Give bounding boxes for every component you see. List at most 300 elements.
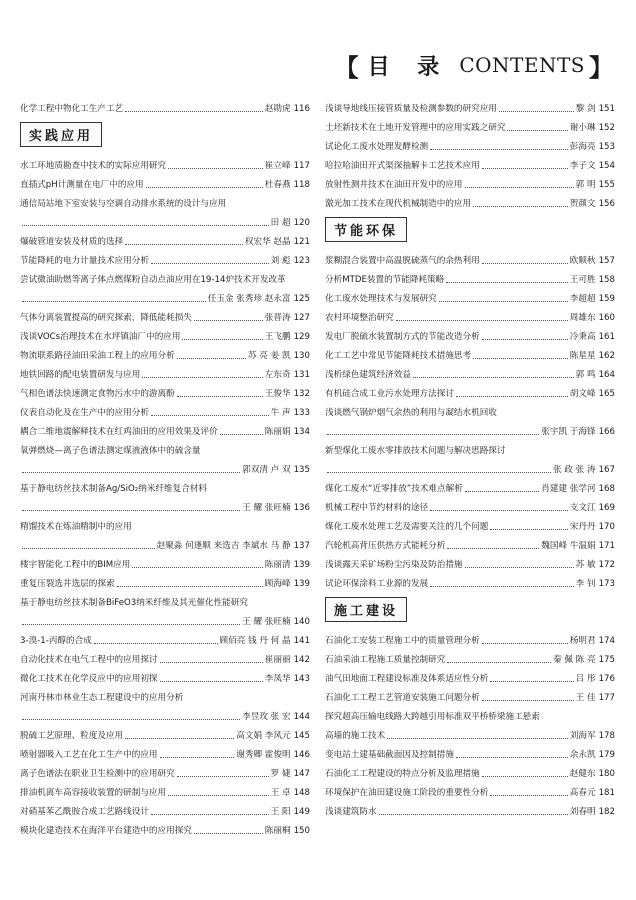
header-close-bracket: 】	[589, 52, 614, 82]
entry-page: 156	[598, 199, 615, 209]
toc-entry[interactable]	[20, 229, 310, 248]
toc-entry[interactable]	[20, 723, 310, 742]
entry-title: 石油化工工程建设的特点分析及监理措施	[325, 769, 480, 779]
entry-title: 气相色谱法快速测定食物污水中的游离酚	[20, 389, 175, 399]
toc-entry[interactable]	[325, 324, 615, 343]
dot-leader	[132, 567, 262, 568]
entry-author: 李子文	[569, 161, 596, 171]
entry-author: 贺颜文	[569, 199, 596, 209]
toc-entry[interactable]	[325, 780, 615, 799]
entry-author: 李凤华	[264, 674, 291, 684]
dot-leader	[396, 320, 568, 321]
section-label: 节能环保	[325, 217, 407, 242]
dot-leader	[465, 567, 574, 568]
toc-entry[interactable]	[20, 267, 310, 286]
dot-leader	[465, 491, 539, 492]
dot-leader	[482, 643, 568, 644]
entry-page: 151	[598, 104, 615, 114]
entry-page: 139	[293, 560, 310, 570]
toc-entry[interactable]	[20, 305, 310, 324]
entry-title: 石油化工安装工程施工中的质量管理分析	[325, 636, 480, 646]
entry-title: 直插式pH计测量在电厂中的应用	[20, 180, 144, 190]
toc-entry[interactable]	[325, 400, 615, 419]
toc-entry[interactable]	[20, 704, 310, 723]
entry-title: 楼宇智能化工程中的BIM应用	[20, 560, 131, 570]
entry-title: 探究超高压输电线路大跨越引用标准双平桥桥梁施工悬索	[325, 712, 540, 722]
entry-page: 181	[598, 788, 615, 798]
dot-leader	[22, 548, 155, 549]
entry-title: 环境保护在油田建设施工阶段的重要性分析	[325, 788, 489, 798]
entry-page: 150	[293, 826, 310, 836]
toc-entry[interactable]	[325, 267, 615, 286]
entry-page: 154	[598, 161, 615, 171]
toc-entry[interactable]	[20, 685, 310, 704]
toc-entry[interactable]	[325, 419, 615, 438]
toc-entry[interactable]	[325, 647, 615, 666]
entry-author: 左东奇	[264, 370, 291, 380]
entry-page: 180	[598, 769, 615, 779]
toc-entry[interactable]	[20, 96, 310, 115]
entry-page: 118	[293, 180, 310, 190]
entry-author: 王 阳	[270, 807, 291, 817]
toc-entry[interactable]	[325, 742, 615, 761]
toc-entry[interactable]	[325, 96, 615, 115]
toc-entry[interactable]	[20, 324, 310, 343]
dot-leader	[327, 434, 539, 435]
entry-page: 182	[598, 807, 615, 817]
dot-leader	[490, 529, 568, 530]
entry-title: 发电厂脱硫水装置制方式的节能改造分析	[325, 332, 480, 342]
toc-entry[interactable]	[20, 514, 310, 533]
entry-title: 农村环境整治研究	[325, 313, 394, 323]
entry-page: 172	[598, 560, 615, 570]
entry-author: 权宏华 赵晶	[244, 237, 291, 247]
entry-author: 刘春明	[569, 807, 596, 817]
toc-entry[interactable]	[325, 438, 615, 457]
entry-author: 谢秀卿 霍俊明	[236, 750, 291, 760]
toc-entry[interactable]	[20, 552, 310, 571]
entry-title: 精馏技术在炼油精制中的应用	[20, 522, 132, 532]
entry-title: 高墙的施工技术	[325, 731, 386, 741]
toc-entry[interactable]	[325, 134, 615, 153]
toc-entry[interactable]	[20, 191, 310, 210]
entry-page: 148	[293, 788, 310, 798]
entry-author: 杜春燕	[264, 180, 291, 190]
entry-author: 苏 亮 姜 凯	[248, 351, 291, 361]
entry-title: 氧弹燃烧—离子色谱法测定煤液液体中的硫含量	[20, 446, 201, 456]
entry-author: 顾海峰	[264, 579, 291, 589]
entry-title: 排油机离车高容接收装置的研制与应用	[20, 788, 167, 798]
entry-author: 张晋涛	[264, 313, 291, 323]
entry-author: 陈丽娟	[264, 427, 291, 437]
entry-author: 罗 婕	[270, 769, 291, 779]
entry-title: 有机硅合成工业污水处理方法探讨	[325, 389, 454, 399]
entry-page: 145	[293, 731, 310, 741]
contents-header	[335, 50, 614, 80]
entry-page: 125	[293, 294, 310, 304]
toc-entry[interactable]	[325, 552, 615, 571]
toc-entry[interactable]	[325, 248, 615, 267]
entry-title: 哈拉哈油田开式渠深抽解卡工艺技术应用	[325, 161, 480, 171]
entry-page: 133	[293, 408, 310, 418]
entry-page: 149	[293, 807, 310, 817]
entry-title: 石油化工工程工艺管道安装施工问题分析	[325, 693, 480, 703]
entry-author: 郭 明	[575, 180, 596, 190]
toc-entry[interactable]	[20, 343, 310, 362]
toc-entry[interactable]	[20, 780, 310, 799]
dot-leader	[22, 510, 240, 511]
entry-title: 气体分离装置提高的研究探索，降低能耗损失	[20, 313, 192, 323]
toc-entry[interactable]	[325, 286, 615, 305]
entry-author: 刘 彪	[270, 256, 291, 266]
entry-title: 汽轮机高背压供热方式能耗分析	[325, 541, 446, 551]
entry-author: 崔丽丽	[264, 655, 291, 665]
entry-author: 郭双清 卢 双	[242, 465, 291, 475]
entry-title: 水工环地质勘查中技术的实际应用研究	[20, 161, 167, 171]
entry-title: 喷射器吸入工艺在化工生产中的应用	[20, 750, 158, 760]
entry-title: 变电站土建基础截面因及控制措施	[325, 750, 454, 760]
dot-leader	[430, 149, 568, 150]
entry-author: 肖建建 张学河	[541, 484, 596, 494]
entry-author: 顾佰亮 钱 丹 何 晶	[219, 636, 291, 646]
toc-entry[interactable]	[20, 419, 310, 438]
entry-title: 仪表自动化及在生产中的应用分析	[20, 408, 149, 418]
toc-entry[interactable]	[20, 495, 310, 514]
toc-entry[interactable]	[20, 381, 310, 400]
dot-leader	[177, 396, 263, 397]
entry-title: 试论环保涂料工业源的发展	[325, 579, 429, 589]
entry-author: 李超超	[569, 294, 596, 304]
dot-leader	[456, 396, 568, 397]
entry-title: 脱硫工艺原理、粒度及应用	[20, 731, 124, 741]
toc-entry[interactable]	[325, 723, 615, 742]
toc-entry[interactable]	[20, 818, 310, 837]
entry-title: 节能降耗的电力计量技术应用分析	[20, 256, 149, 266]
entry-page: 135	[293, 465, 310, 475]
entry-title: 基于静电纺丝技术制备Ag/SiO₂纳米纤维复合材料	[20, 484, 207, 494]
toc-right-column	[325, 96, 615, 818]
dot-leader	[168, 795, 269, 796]
dot-leader	[482, 776, 568, 777]
entry-title: 模块化建造技术在海洋平台建造中的应用探究	[20, 826, 192, 836]
toc-entry[interactable]	[20, 628, 310, 647]
entry-author: 王 耀 张旺楠	[242, 617, 291, 627]
entry-page: 130	[293, 351, 310, 361]
entry-page: 176	[598, 674, 615, 684]
toc-entry[interactable]	[20, 590, 310, 609]
entry-page: 129	[293, 332, 310, 342]
entry-page: 116	[293, 104, 310, 114]
dot-leader	[439, 301, 568, 302]
entry-title: 浅谈建筑防水	[325, 807, 377, 817]
entry-author: 黎 剑	[575, 104, 596, 114]
entry-page: 175	[598, 655, 615, 665]
entry-title: 重复压裂选井选层的探索	[20, 579, 115, 589]
toc-entry[interactable]	[20, 666, 310, 685]
toc-entry[interactable]	[20, 742, 310, 761]
dot-leader	[490, 795, 568, 796]
dot-leader	[482, 700, 574, 701]
dot-leader	[482, 339, 568, 340]
entry-author: 冷秉高	[569, 332, 596, 342]
entry-author: 王 卓	[270, 788, 291, 798]
toc-entry[interactable]	[325, 666, 615, 685]
entry-title: 浅谈导地线压接管质量及检测参数的研究应用	[325, 104, 497, 114]
entry-author: 牛 声	[270, 408, 291, 418]
entry-title: 通信局站地下室安装与空调自动排水系统的设计与应用	[20, 199, 227, 209]
entry-title: 物流联系路径油田采油工程上的应用分析	[20, 351, 175, 361]
entry-author: 崔立峰	[264, 161, 291, 171]
entry-author: 王 耀 张旺楠	[242, 503, 291, 513]
dot-leader	[473, 206, 568, 207]
entry-page: 152	[598, 123, 615, 133]
dot-leader	[151, 263, 269, 264]
dot-leader	[177, 776, 269, 777]
entry-title: 机械工程中节约材料的途径	[325, 503, 429, 513]
entry-page: 161	[598, 332, 615, 342]
toc-entry[interactable]	[325, 704, 615, 723]
dot-leader	[94, 643, 218, 644]
entry-page: 155	[598, 180, 615, 190]
dot-leader	[220, 434, 263, 435]
toc-entry[interactable]	[325, 305, 615, 324]
dot-leader	[160, 681, 263, 682]
toc-entry[interactable]	[325, 115, 615, 134]
entry-title: 试论化工废水处理发酵检测	[325, 142, 429, 152]
entry-title: 浅谈燃气锅炉烟气余热的利用与凝结水机回收	[325, 408, 497, 418]
entry-page: 160	[598, 313, 615, 323]
dot-leader	[22, 301, 206, 302]
toc-entry[interactable]	[325, 172, 615, 191]
entry-author: 张宇凯 于海锋	[541, 427, 596, 437]
dot-leader	[142, 377, 262, 378]
entry-author: 王 佳	[575, 693, 596, 703]
entry-author: 赵健东	[569, 769, 596, 779]
section-heading	[20, 115, 310, 153]
entry-page: 173	[598, 579, 615, 589]
entry-page: 178	[598, 731, 615, 741]
toc-entry[interactable]	[20, 609, 310, 628]
entry-author: 王飞鹏	[264, 332, 291, 342]
entry-page: 136	[293, 503, 310, 513]
dot-leader	[490, 681, 573, 682]
toc-entry[interactable]	[325, 476, 615, 495]
toc-entry[interactable]	[325, 343, 615, 362]
entry-page: 139	[293, 579, 310, 589]
entry-page: 167	[598, 465, 615, 475]
entry-page: 157	[598, 256, 615, 266]
dot-leader	[125, 244, 243, 245]
dot-leader	[507, 130, 567, 131]
entry-title: 化工工艺中常见节能降耗技术措施思考	[325, 351, 472, 361]
entry-page: 131	[293, 370, 310, 380]
entry-page: 142	[293, 655, 310, 665]
entry-page: 147	[293, 769, 310, 779]
entry-page: 146	[293, 750, 310, 760]
toc-entry[interactable]	[20, 362, 310, 381]
entry-author: 支文江	[569, 503, 596, 513]
toc-entry[interactable]	[20, 286, 310, 305]
toc-entry[interactable]	[20, 647, 310, 666]
entry-title: 放射性测井技术在油田开发中的应用	[325, 180, 463, 190]
toc-entry[interactable]	[325, 381, 615, 400]
dot-leader	[482, 263, 568, 264]
dot-leader	[125, 111, 263, 112]
toc-entry[interactable]	[325, 628, 615, 647]
entry-page: 117	[293, 161, 310, 171]
entry-page: 158	[598, 275, 615, 285]
entry-title: 油气田地面工程建设标准及体系适应性分析	[325, 674, 489, 684]
entry-title: 3-溴-1-丙醇的合成	[20, 636, 92, 646]
entry-page: 168	[598, 484, 615, 494]
toc-entry[interactable]	[20, 533, 310, 552]
entry-title: 煤化工废水“近零排放”技术难点解析	[325, 484, 463, 494]
entry-title: 河南丹林市林业生态工程建设中的应用分析	[20, 693, 184, 703]
header-title-cn: 目 录	[367, 53, 450, 80]
entry-author: 欧顺秋	[569, 256, 596, 266]
entry-author: 陈丽清	[264, 560, 291, 570]
dot-leader	[22, 225, 269, 226]
entry-page: 120	[293, 218, 310, 228]
toc-entry[interactable]	[325, 191, 615, 210]
dot-leader	[499, 111, 574, 112]
section-label: 施工建设	[325, 597, 407, 622]
dot-leader	[160, 757, 235, 758]
dot-leader	[194, 833, 263, 834]
toc-entry[interactable]	[325, 799, 615, 818]
entry-author: 陈丽桐	[264, 826, 291, 836]
dot-leader	[146, 187, 263, 188]
entry-page: 169	[598, 503, 615, 513]
entry-page: 165	[598, 389, 615, 399]
dot-leader	[473, 358, 568, 359]
dot-leader	[194, 320, 263, 321]
dot-leader	[22, 624, 240, 625]
entry-page: 174	[598, 636, 615, 646]
toc-entry[interactable]	[325, 533, 615, 552]
entry-author: 吕 彤	[575, 674, 596, 684]
entry-title: 化工废水处理技术与发展研究	[325, 294, 437, 304]
section-heading	[325, 590, 615, 628]
toc-entry[interactable]	[325, 514, 615, 533]
entry-title: 分析MTDE装置的节能降耗策略	[325, 275, 445, 285]
entry-page: 179	[598, 750, 615, 760]
entry-author: 周雄东	[569, 313, 596, 323]
entry-title: 对硝基苯乙酰胺合成工艺路线设计	[20, 807, 149, 817]
entry-page: 121	[293, 237, 310, 247]
dot-leader	[125, 738, 234, 739]
dot-leader	[379, 814, 568, 815]
entry-page: 137	[293, 541, 310, 551]
entry-title: 地铁回路的配电装置研发与应用	[20, 370, 141, 380]
entry-title: 浅谈露天采矿场粉尘污染及防治措施	[325, 560, 463, 570]
toc-entry[interactable]	[325, 362, 615, 381]
toc-entry[interactable]	[20, 571, 310, 590]
entry-title: 浅谈VOCs治理技术在水坪镇油厂中的应用	[20, 332, 181, 342]
toc-entry[interactable]	[325, 495, 615, 514]
toc-entry[interactable]	[20, 248, 310, 267]
entry-title: 尝试微油助燃等离子体点燃煤粉自动点油应用在19-14炉技术开发改革	[20, 275, 286, 285]
entry-author: 田 超	[270, 218, 291, 228]
entry-author: 高春元	[569, 788, 596, 798]
entry-author: 苏 敏	[575, 560, 596, 570]
entry-author: 宋丹丹	[569, 522, 596, 532]
dot-leader	[430, 510, 568, 511]
entry-author: 秦 佩 陈 亮	[553, 655, 596, 665]
entry-author: 张 政 张 涛	[553, 465, 596, 475]
entry-page: 123	[293, 256, 310, 266]
dot-leader	[22, 719, 240, 720]
entry-author: 刘海军	[569, 731, 596, 741]
dot-leader	[447, 662, 551, 663]
toc-entry[interactable]	[20, 761, 310, 780]
toc-entry[interactable]	[20, 476, 310, 495]
toc-entry[interactable]	[325, 761, 615, 780]
entry-page: 140	[293, 617, 310, 627]
dot-leader	[482, 168, 568, 169]
entry-author: 胡文峰	[569, 389, 596, 399]
entry-author: 郭 鸣	[575, 370, 596, 380]
dot-leader	[182, 339, 262, 340]
entry-page: 164	[598, 370, 615, 380]
toc-entry[interactable]	[20, 457, 310, 476]
dot-leader	[413, 377, 574, 378]
dot-leader	[151, 415, 269, 416]
entry-title: 浅析绿色建筑经济效益	[325, 370, 411, 380]
toc-entry[interactable]	[20, 172, 310, 191]
entry-page: 153	[598, 142, 615, 152]
toc-entry[interactable]	[20, 438, 310, 457]
entry-page: 159	[598, 294, 615, 304]
entry-page: 134	[293, 427, 310, 437]
toc-entry[interactable]	[325, 457, 615, 476]
entry-title: 爆破管道安装及材质的选择	[20, 237, 124, 247]
toc-entry[interactable]	[325, 685, 615, 704]
dot-leader	[177, 358, 246, 359]
toc-entry[interactable]	[325, 153, 615, 172]
entry-page: 144	[293, 712, 310, 722]
dot-leader	[160, 662, 263, 663]
toc-entry[interactable]	[20, 400, 310, 419]
entry-author: 李昱玫 张 宏	[242, 712, 291, 722]
section-heading	[325, 210, 615, 248]
toc-entry[interactable]	[20, 153, 310, 172]
entry-title: 激光加工技术在现代机械制造中的应用	[325, 199, 472, 209]
toc-entry[interactable]	[325, 571, 615, 590]
entry-title: 自动化技术在电气工程中的应用探讨	[20, 655, 158, 665]
dot-leader	[447, 548, 539, 549]
entry-author: 赵勋虎	[264, 104, 291, 114]
entry-page: 177	[598, 693, 615, 703]
dot-leader	[465, 187, 574, 188]
dot-leader	[168, 168, 263, 169]
entry-author: 陈星星	[569, 351, 596, 361]
toc-entry[interactable]	[20, 210, 310, 229]
entry-page: 141	[293, 636, 310, 646]
entry-page: 127	[293, 313, 310, 323]
entry-author: 王俊华	[264, 389, 291, 399]
dot-leader	[456, 757, 568, 758]
section-label: 实践应用	[20, 122, 102, 147]
entry-page: 132	[293, 389, 310, 399]
entry-author: 余永凯	[569, 750, 596, 760]
dot-leader	[22, 472, 240, 473]
entry-author: 任玉金 张秀珍 赵永富	[207, 294, 291, 304]
entry-title: 浆糊混合装置中高温脱硫蒸气的余热利用	[325, 256, 480, 266]
dot-leader	[151, 814, 269, 815]
toc-entry[interactable]	[20, 799, 310, 818]
dot-leader	[387, 738, 568, 739]
